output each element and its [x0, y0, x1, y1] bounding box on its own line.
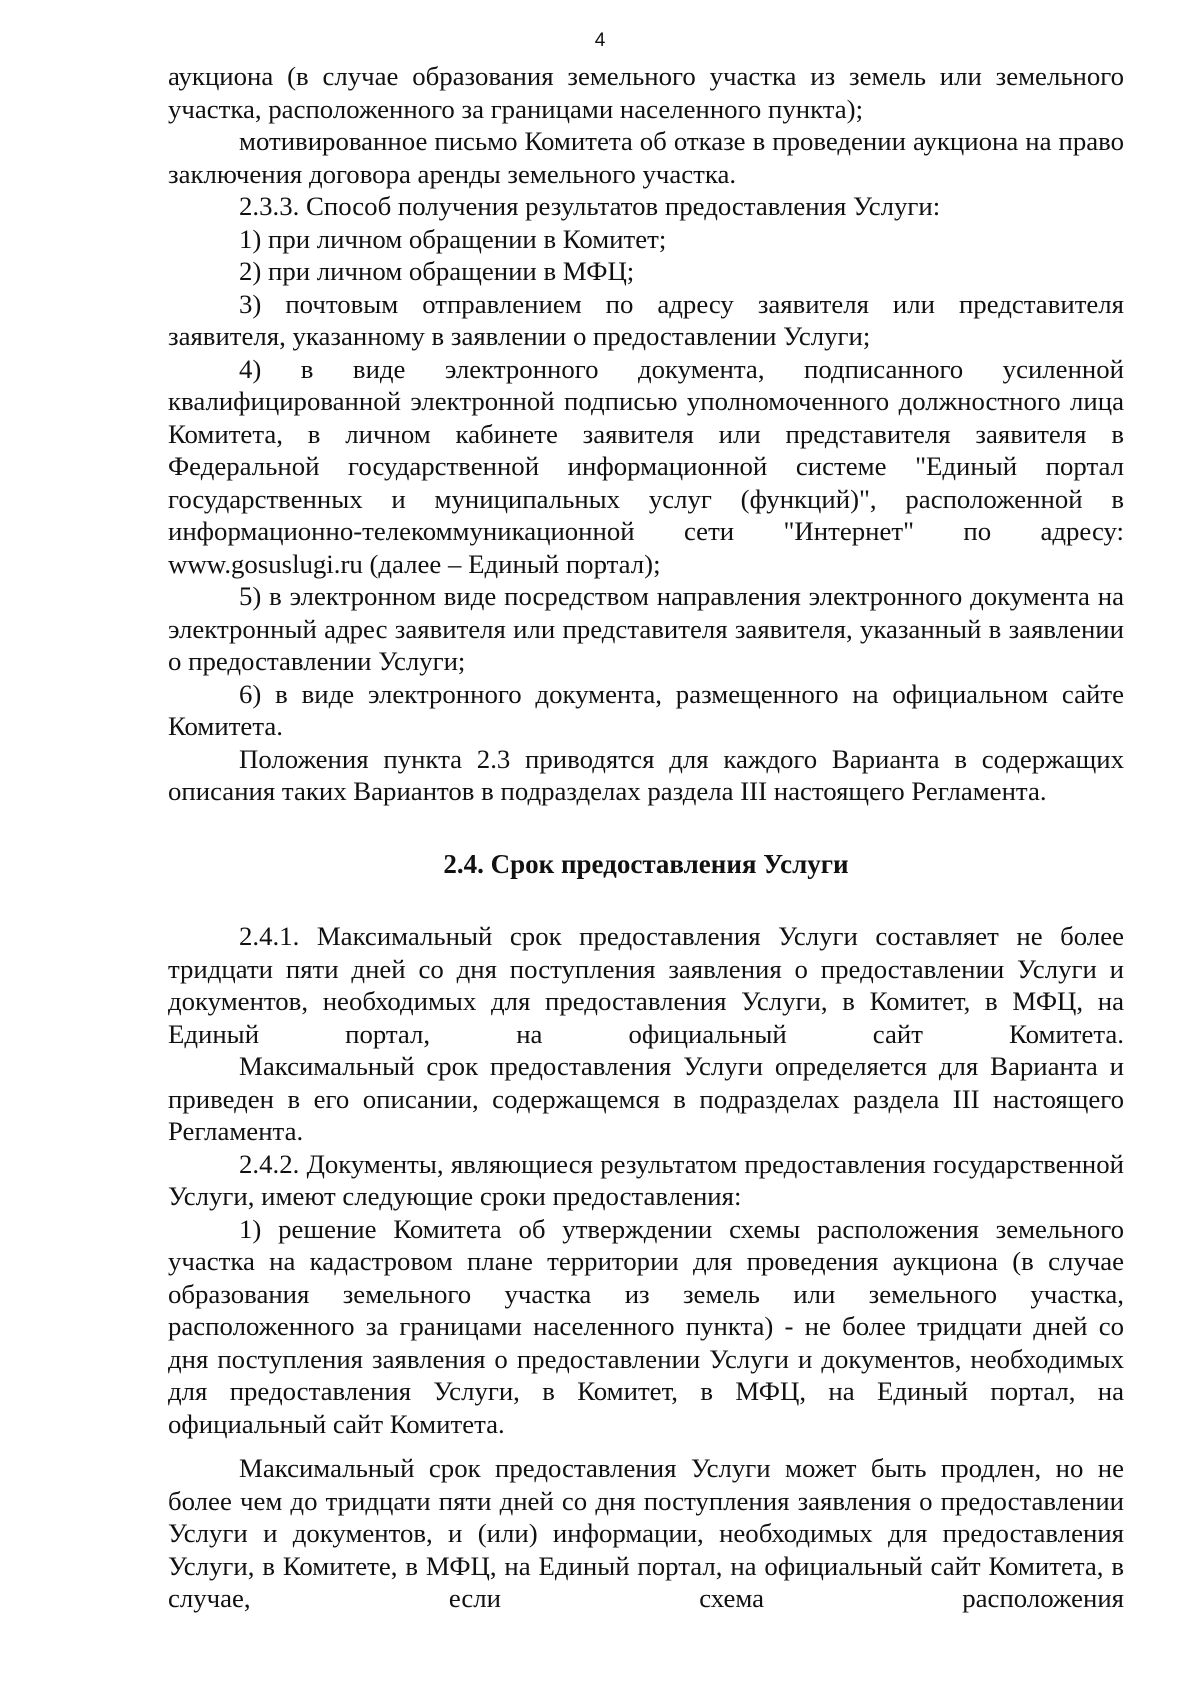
- list-item-4: 4) в виде электронного документа, подписанного усиленной квалифицированной электронной подписью уполномоченного должностного лица Комитета, в личном кабинете заявителя или представителя заявителя в Федеральной государственной информационной системе "Единый портал государственных и муниципальных услуг (функций)", расположенной в информационно-телекоммуникационной сети "Интернет" по адресу: www.gosuslugi.ru (далее – Единый портал);: [168, 353, 1124, 579]
- paragraph-auction-case: аукциона (в случае образования земельного участка из земель или земельного участка, расположенного за границами населенного пункта);: [168, 61, 1124, 124]
- section-title: 2.4. Срок предоставления Услуги: [443, 848, 849, 879]
- paragraph-2-4-2: 2.4.2. Документы, являющиеся результатом предоставления государственной Услуги, имеют следующие сроки предоставления:: [168, 1148, 1124, 1211]
- paragraph-decision-term: 1) решение Комитета об утверждении схемы расположения земельного участка на кадастровом плане территории для проведения аукциона (в случае образования земельного участка из земель или земельного участка, расположенного за границами населенного пункта) - не более тридцати дней со дня поступления заявления о предоставлении Услуги и документов, необходимых для предоставления Услуги, в Комитет, в МФЦ, на Единый портал, на официальный сайт Комитета.: [168, 1213, 1124, 1439]
- page-number: 4: [594, 30, 606, 51]
- paragraph-extension: Максимальный срок предоставления Услуги может быть продлен, но не более чем до тридцати пяти дней со дня поступления заявления о предоставлении Услуги и документов, и (или) информации, необходимых для предоставления Услуги, в Комитете, в МФЦ, на Единый портал, на официальный сайт Комитета, в случае, если схема расположения: [168, 1453, 1124, 1613]
- paragraphs-bottom: [168, 920, 1124, 1615]
- paragraph-refusal-letter: мотивированное письмо Комитета об отказе в проведении аукциона на право заключения договора аренды земельного участка.: [168, 126, 1124, 189]
- list-item-6: 6) в виде электронного документа, размещенного на официальном сайте Комитета.: [168, 678, 1124, 741]
- paragraph-2-3-3: 2.3.3. Способ получения результатов предоставления Услуги:: [239, 191, 941, 221]
- list-item-1: 1) при личном обращении в Комитет;: [239, 223, 667, 254]
- paragraphs-top: [168, 60, 1124, 808]
- paragraph-2-4-1: 2.4.1. Максимальный срок предоставления Услуги составляет не более тридцати пяти дней со дня поступления заявления о предоставлении Услуги и документов, необходимых для предоставления Услуги, в Комитет, в МФЦ, на Единый портал, на официальный сайт Комитета.: [168, 921, 1124, 1049]
- list-item-3: 3) почтовым отправлением по адресу заявителя или представителя заявителя, указанному в заявлении о предоставлении Услуги;: [168, 288, 1124, 351]
- paragraph-max-term-variant: Максимальный срок предоставления Услуги определяется для Варианта и приведен в его описании, содержащемся в подразделах раздела III настоящего Регламента.: [168, 1051, 1124, 1146]
- list-item-2: 2) при личном обращении в МФЦ;: [239, 256, 635, 286]
- document-body: [168, 60, 1124, 1615]
- paragraph-provisions-2-3: Положения пункта 2.3 приводятся для каждого Варианта в содержащих описания таких Вариантов в подразделах раздела III настоящего Регламента.: [168, 743, 1124, 806]
- list-item-5: 5) в электронном виде посредством направления электронного документа на электронный адрес заявителя или представителя заявителя, указанный в заявлении о предоставлении Услуги;: [168, 581, 1124, 676]
